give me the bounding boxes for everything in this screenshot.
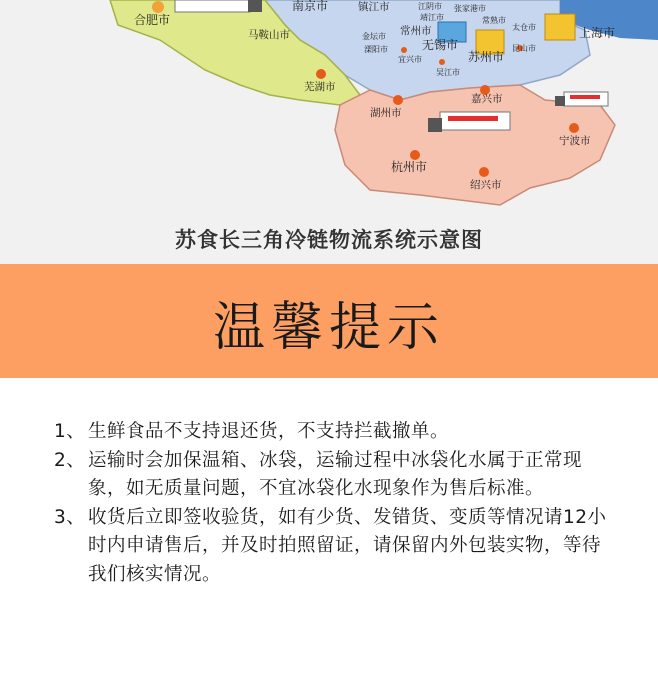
city-label: 湖州市	[370, 107, 402, 119]
truck-2	[428, 112, 510, 132]
city-label: 宜兴市	[398, 55, 422, 64]
city-label: 杭州市	[391, 160, 428, 174]
city-label: 溧阳市	[364, 45, 388, 54]
city-label: 绍兴市	[470, 179, 502, 191]
notice-text: 运输时会加保温箱、冰袋，运输过程中冰袋化水属于正常现象，如无质量问题，不宜冰袋化水现象作为售后标准。	[88, 449, 583, 499]
city-label: 太仓市	[512, 23, 536, 32]
city-label: 江阴市	[418, 2, 442, 11]
notice-item	[54, 447, 614, 504]
truck-1	[175, 0, 262, 12]
notice-number: 2、	[54, 449, 86, 471]
city-label: 镇江市	[358, 1, 390, 13]
city-label: 南京市	[292, 0, 329, 13]
city-label: 上海市	[579, 26, 616, 40]
truck-3	[555, 92, 608, 106]
notice-item	[54, 418, 614, 447]
banner-title: 温馨提示	[212, 298, 445, 358]
city-label: 苏州市	[468, 50, 505, 64]
city-label: 昆山市	[512, 44, 536, 53]
logistics-map	[0, 0, 658, 264]
city-label: 靖江市	[420, 13, 444, 22]
city-label: 常熟市	[482, 16, 506, 25]
city-label: 合肥市	[134, 13, 171, 27]
notice-list	[54, 418, 614, 589]
map-title: 苏食长三角冷链物流系统示意图	[175, 227, 483, 252]
notice-number: 1、	[54, 421, 86, 442]
city-label: 吴江市	[436, 68, 460, 77]
notice-item	[54, 504, 614, 590]
city-label: 无锡市	[422, 38, 459, 52]
city-label: 嘉兴市	[471, 93, 503, 105]
city-label: 马鞍山市	[248, 29, 290, 41]
city-label: 芜湖市	[304, 81, 336, 93]
city-label: 张家港市	[454, 4, 486, 13]
warehouse-shanghai	[545, 14, 575, 40]
notice-text: 收货后立即签收验货，如有少货、发错货、变质等情况请12小时内申请售后，并及时拍照留证，请保留内外包装实物，等待我们核实情况。	[88, 506, 607, 585]
notice-text: 生鲜食品不支持退还货，不支持拦截撤单。	[88, 421, 450, 442]
city-label: 金坛市	[362, 32, 386, 41]
city-label: 常州市	[400, 25, 432, 37]
notice-number: 3、	[54, 506, 86, 528]
city-label: 宁波市	[559, 135, 591, 147]
